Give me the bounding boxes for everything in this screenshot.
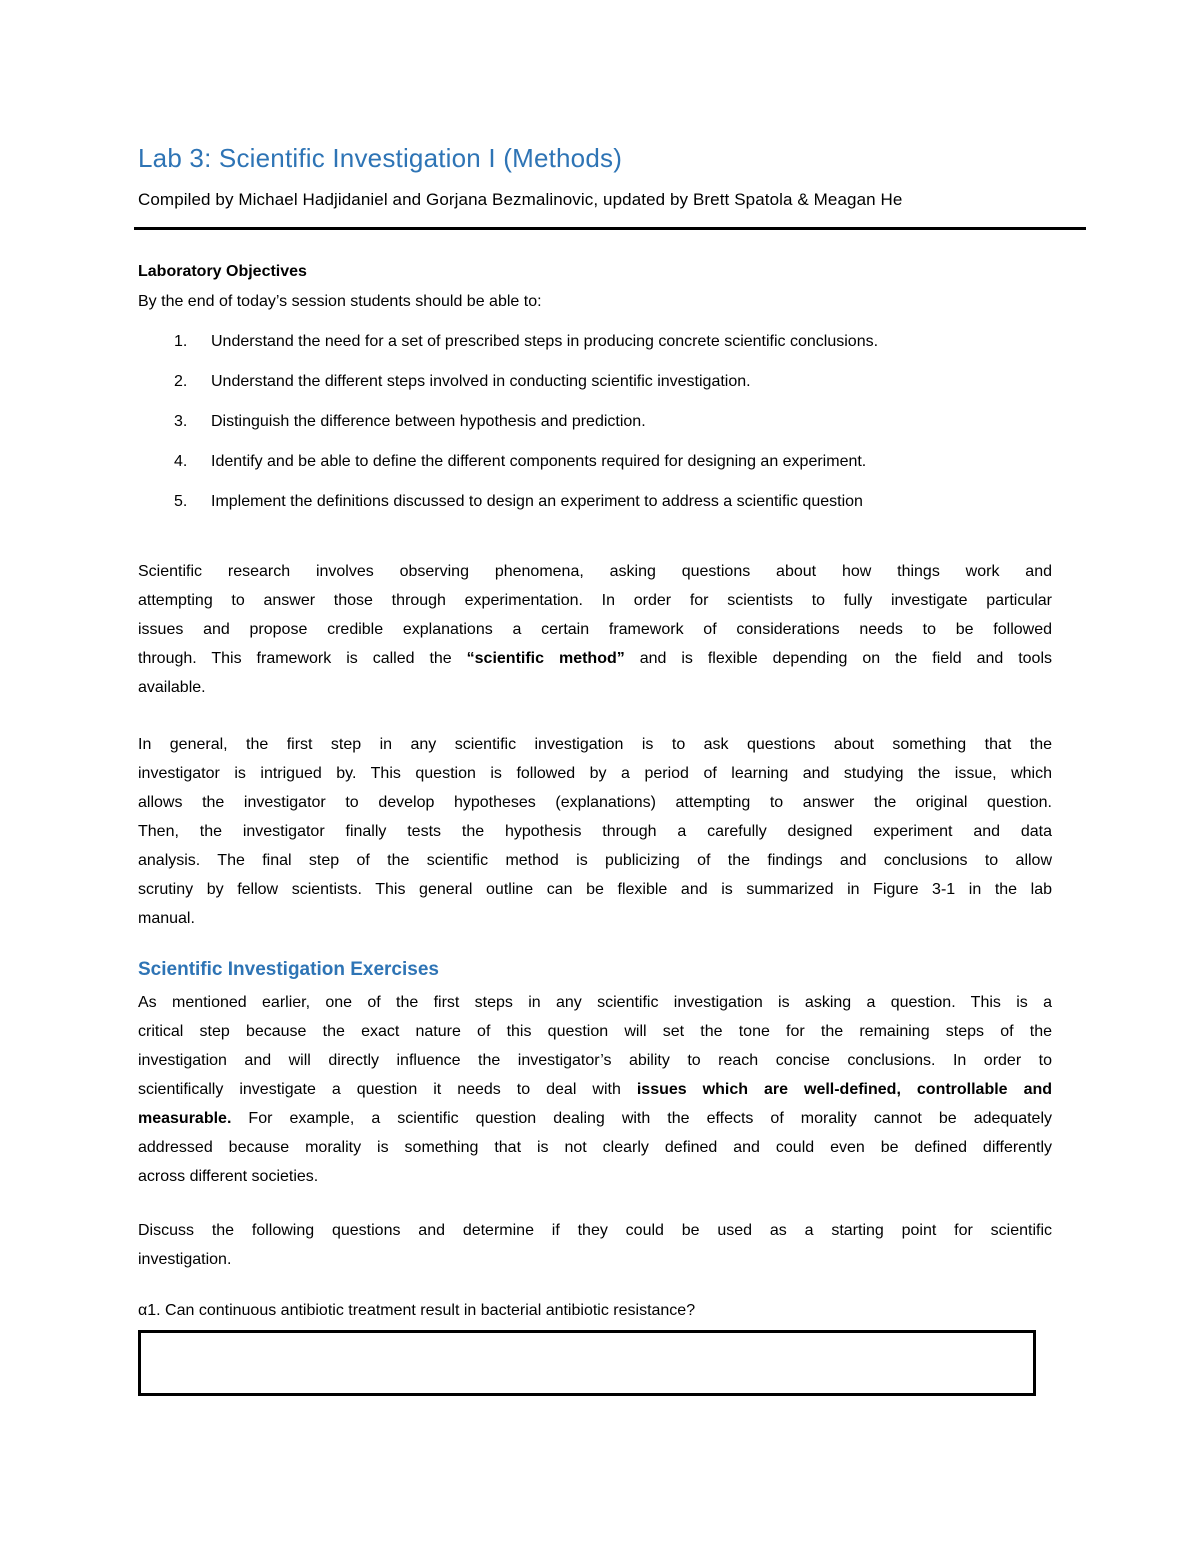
emphasis-text: measurable. <box>138 1110 232 1127</box>
objective-text: Identify and be able to define the different components required for designing an experiment. <box>211 453 867 470</box>
objective-text: Understand the different steps involved in conducting scientific investigation. <box>211 373 751 390</box>
objective-text: Understand the need for a set of prescribed steps in producing concrete scientific conclusions. <box>211 333 879 350</box>
paragraph-line: attempting to answer those through experimentation. In order for scientists to fully investigate particular <box>138 592 1052 609</box>
scientific-method-term: “scientific method” <box>466 650 625 667</box>
discuss-paragraph <box>138 1216 1052 1274</box>
emphasis-text: issues which are well-defined, controllable and <box>636 1081 1053 1098</box>
paragraph-line: Discuss the following questions and determine if they could be used as a starting point for scientific <box>138 1222 1052 1239</box>
objective-number: 4. <box>174 453 188 470</box>
objective-number: 5. <box>174 493 188 510</box>
intro-paragraph <box>138 557 1052 702</box>
general-steps-paragraph <box>138 730 1052 933</box>
objective-number: 2. <box>174 373 188 390</box>
text-run: scientifically investigate a question it needs to deal with <box>138 1081 637 1098</box>
exercises-paragraph <box>138 988 1052 1191</box>
objective-text: Distinguish the difference between hypothesis and prediction. <box>211 413 646 430</box>
objectives-intro: By the end of today’s session students should be able to: <box>138 293 542 310</box>
question-1-answer-box[interactable] <box>138 1330 1036 1396</box>
paragraph-line: issues and propose credible explanations a certain framework of considerations needs to be followed <box>138 621 1052 638</box>
paragraph-line: available. <box>138 679 206 696</box>
paragraph-line <box>138 644 1052 673</box>
paragraph-line: analysis. The final step of the scientific method is publicizing of the findings and conclusions to allow <box>138 852 1052 869</box>
paragraph-line <box>138 1104 1052 1133</box>
paragraph-line: manual. <box>138 910 195 927</box>
title-divider <box>134 227 1086 230</box>
paragraph-line: investigation. <box>138 1251 232 1268</box>
paragraph-line: investigation and will directly influence the investigator’s ability to reach concise conclusions. In order to <box>138 1052 1052 1069</box>
text-run: and is flexible depending on the field and tools <box>624 650 1053 667</box>
paragraph-line: Then, the investigator finally tests the hypothesis through a carefully designed experiment and data <box>138 823 1052 840</box>
page-title: Lab 3: Scientific Investigation I (Methods) <box>138 143 623 173</box>
paragraph-line: critical step because the exact nature of this question will set the tone for the remaining steps of the <box>138 1023 1052 1040</box>
authors-line: Compiled by Michael Hadjidaniel and Gorjana Bezmalinovic, updated by Brett Spatola & Meagan He <box>138 190 903 209</box>
paragraph-line: across different societies. <box>138 1168 319 1185</box>
exercises-heading: Scientific Investigation Exercises <box>138 959 439 980</box>
objective-text: Implement the definitions discussed to design an experiment to address a scientific question <box>211 493 863 510</box>
paragraph-line: investigator is intrigued by. This question is followed by a period of learning and studying the issue, which <box>138 765 1052 782</box>
paragraph-line: scrutiny by fellow scientists. This general outline can be flexible and is summarized in Figure 3-1 in the lab <box>138 881 1052 898</box>
paragraph-line: In general, the first step in any scientific investigation is to ask questions about something that the <box>138 736 1052 753</box>
paragraph-line: As mentioned earlier, one of the first steps in any scientific investigation is asking a question. This is a <box>138 994 1052 1011</box>
objective-number: 1. <box>174 333 188 350</box>
paragraph-line <box>138 1075 1052 1104</box>
paragraph-line: addressed because morality is something that is not clearly defined and could even be defined differently <box>138 1139 1052 1156</box>
text-run: For example, a scientific question dealing with the effects of morality cannot be adequately <box>231 1110 1052 1127</box>
objectives-heading: Laboratory Objectives <box>138 263 307 280</box>
paragraph-line: allows the investigator to develop hypotheses (explanations) attempting to answer the original question. <box>138 794 1052 811</box>
text-run: through. This framework is called the <box>138 650 467 667</box>
paragraph-line: Scientific research involves observing phenomena, asking questions about how things work and <box>138 563 1052 580</box>
objective-number: 3. <box>174 413 188 430</box>
question-1-label: α1. Can continuous antibiotic treatment result in bacterial antibiotic resistance? <box>138 1302 696 1319</box>
